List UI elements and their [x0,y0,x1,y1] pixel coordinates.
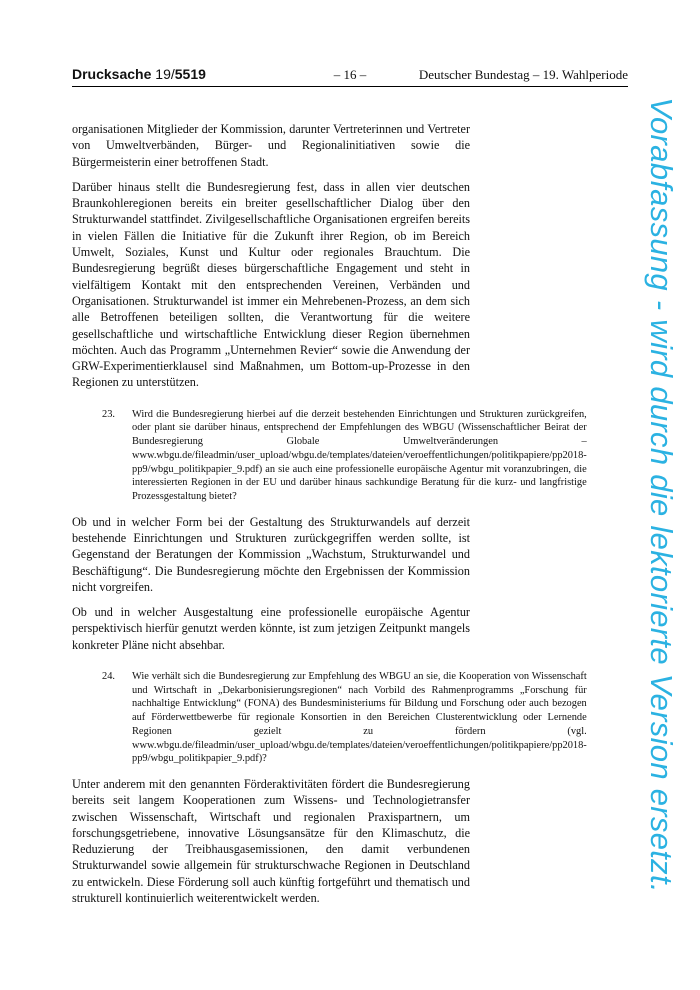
page-number: – 16 – [333,67,367,82]
drucksache-number: Drucksache 19/5519 [72,66,206,82]
answer-paragraph: Ob und in welcher Form bei der Gestaltung des Strukturwandels auf derzeit bestehende Einrichtungen und Strukturen zurückgegriffen werden sollte, ist Gegenstand der Beratungen der Kommission „Wachstum, Strukturwandel und Beschäftigung“. Die Bundesregierung möchte den Ergebnissen der Kommission nicht vorgreifen. [72,514,470,594]
question-block [72,670,587,766]
answer-paragraph: Darüber hinaus stellt die Bundesregierung fest, dass in allen vier deutschen Braunkohleregionen bereits ein breiter gesellschaftlicher Dialog über den Strukturwandel stattfindet. Zivilgesellschaftliche Organisationen ergreifen bereits in vielen Fällen die Initiative für die Zukunft ihrer Region, ob im Bereich Umwelt, Soziales, Kunst und Kultur oder regionales Brauchtum. Die Bundesregierung begrüßt dieses bürgerschaftliche Engagement und steht in vielfältigem Kontakt mit den entsprechenden Vereinen, Verbänden und Organisationen. Strukturwandel ist immer ein Mehrebenen-Prozess, an dem sich alle Betroffenen beteiligen sollten, die Verantwortung für die weitere gesellschaftliche und wirtschaftliche Entwicklung dieser Region übernehmen möchten. Auch das Programm „Unternehmen Revier“ sowie die Anwendung der GRW-Experimentierklausel sind Maßnahmen, um Bottom-up-Prozesse in den Regionen zu unterstützen. [72,179,470,390]
answer-paragraph: organisationen Mitglieder der Kommission, darunter Vertreterinnen und Vertreter von Umweltverbänden, Bürger- und Regionalinitiativen sowie die Bürgermeisterin einer betroffenen Stadt. [72,122,470,169]
question-block [72,408,587,504]
question-number: 24. [102,671,115,683]
answer-paragraph: Ob und in welcher Ausgestaltung eine professionelle europäische Agentur perspektivisch hierfür genutzt werden könnte, ist zum jetzigen Zeitpunkt mangels konkreter Pläne nicht absehbar. [72,605,471,652]
page-header [72,64,628,87]
question-text: Wie verhält sich die Bundesregierung zur Empfehlung des WBGU an sie, die Kooperation von Wissenschaft und Wirtschaft in „Dekarbonisierungsregionen“ nach Vorbild des Rahmenprogramms „Forschung für nachhaltige Entwicklung“ (FONA) des Bundesministeriums für Bildung und Forschung oder auch bezogen auf Förderwettbewerbe für regionale Konsortien in den Bereichen Clusterentwicklung oder Lernende Regionen gezielt zu fördern (vgl. www.wbgu.de/fileadmin/user_upload/wbgu.de/templates/dateien/veroeffentlichungen/politikpapiere/pp2018-pp9/wbgu_politikpapier_9.pdf)? [132,671,587,765]
publisher-label: Deutscher Bundestag – 19. Wahlperiode [418,67,628,82]
question-number: 23. [102,408,115,420]
document-body [72,121,587,915]
answer-paragraph: Unter anderem mit den genannten Förderaktivitäten fördert die Bundesregierung bereits seit langem Kooperationen zum Wissens- und Technologietransfer zwischen Wissenschaft, Wirtschaft und regionalen Praxispartnern, um forschungsgetriebene, innovative Lösungsansätze für den Klimaschutz, die Reduzierung der Treibhausgasemissionen, den damit verbundenen Strukturwandel sowie allgemein für strukturschwache Regionen in Deutschland zu entwickeln. Diese Förderung soll auch künftig fortgeführt und thematisch und strukturell kontinuierlich weiterentwickelt werden. [72,776,470,906]
draft-watermark: Vorabfassung - wird durch die lektorierte Version ersetzt. [644,97,679,893]
question-text: Wird die Bundesregierung hierbei auf die derzeit bestehenden Einrichtungen und Strukturen zurückgreifen, oder plant sie darüber hinaus, entsprechend der Empfehlungen des WBGU (Wissenschaftlicher Beirat der Bundesregierung Globale Umweltveränderungen – www.wbgu.de/fileadmin/user_upload/wbgu.de/templates/dateien/veroeffentlichungen/politikpapiere/pp2018-pp9/wbgu_politikpapier_9.pdf) an sie auch eine professionelle europäische Agentur mit voranzubringen, die interessierten Regionen in der EU und darüber hinaus sachkundige Beratung für die kurz- und langfristige Prozessgestaltung bietet? [132,408,587,502]
